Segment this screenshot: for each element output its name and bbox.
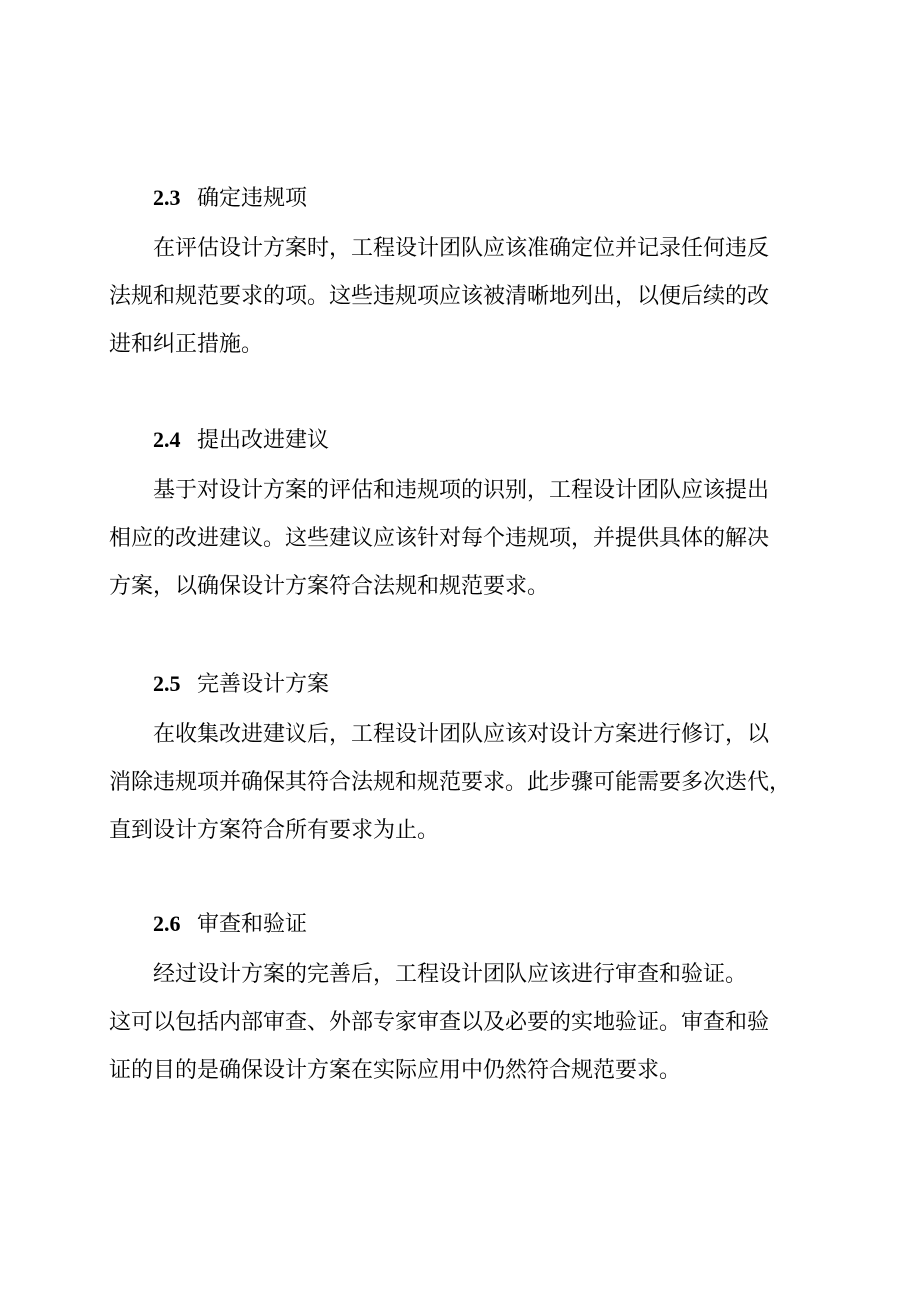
- paragraph-line: 消除违规项并确保其符合法规和规范要求。此步骤可能需要多次迭代，: [109, 770, 792, 795]
- section-title: 确定违规项: [197, 186, 308, 211]
- section-paragraph: [109, 225, 819, 369]
- paragraph-line: 进和纠正措施。: [109, 332, 264, 357]
- section-number: 2.5: [153, 671, 181, 696]
- paragraph-line: 这可以包括内部审查、外部专家审查以及必要的实地验证。审查和验: [109, 1010, 770, 1035]
- section-title: 完善设计方案: [197, 672, 330, 697]
- section-paragraph: [109, 467, 819, 611]
- section-heading: [153, 181, 307, 215]
- paragraph-line: 证的目的是确保设计方案在实际应用中仍然符合规范要求。: [109, 1058, 682, 1083]
- section-heading: [153, 423, 329, 457]
- paragraph-line: 方案，以确保设计方案符合法规和规范要求。: [109, 574, 550, 599]
- section-number: 2.4: [153, 427, 181, 452]
- paragraph-line: 基于对设计方案的评估和违规项的识别，工程设计团队应该提出: [153, 478, 770, 503]
- section-paragraph: [109, 951, 819, 1095]
- section-heading: [153, 667, 329, 701]
- section-heading: [153, 907, 307, 941]
- paragraph-line: 经过设计方案的完善后，工程设计团队应该进行审查和验证。: [153, 962, 748, 987]
- paragraph-line: 直到设计方案符合所有要求为止。: [109, 818, 440, 843]
- section-number: 2.3: [153, 185, 181, 210]
- section-title: 提出改进建议: [197, 428, 330, 453]
- section-paragraph: [109, 711, 819, 855]
- paragraph-line: 在收集改进建议后，工程设计团队应该对设计方案进行修订，以: [153, 722, 770, 747]
- paragraph-line: 法规和规范要求的项。这些违规项应该被清晰地列出，以便后续的改: [109, 284, 770, 309]
- section-title: 审查和验证: [197, 912, 308, 937]
- paragraph-line: 在评估设计方案时，工程设计团队应该准确定位并记录任何违反: [153, 236, 770, 261]
- section-number: 2.6: [153, 911, 181, 936]
- paragraph-line: 相应的改进建议。这些建议应该针对每个违规项，并提供具体的解决: [109, 526, 770, 551]
